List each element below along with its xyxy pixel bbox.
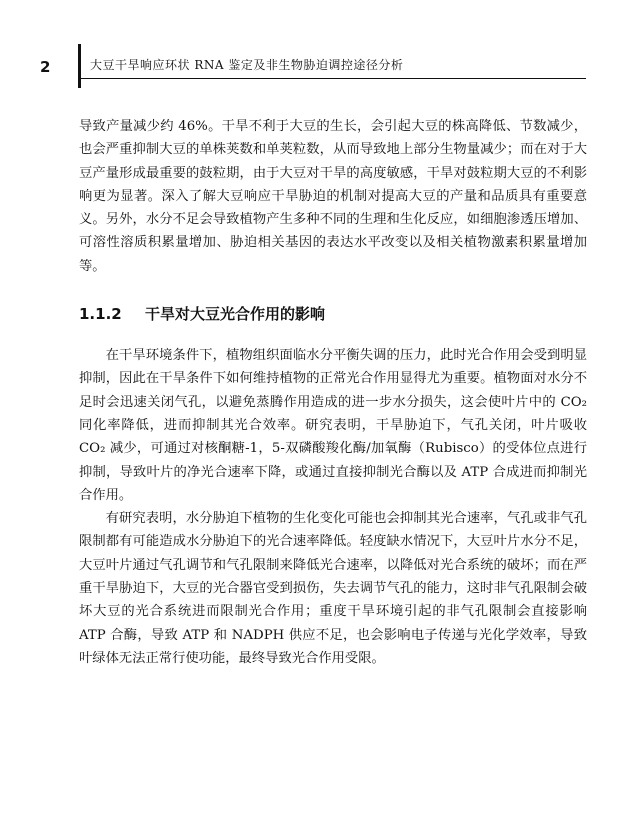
paragraph-continued: 导致产量减少约 46%。干旱不利于大豆的生长，会引起大豆的株高降低、节数减少，也会严重抑制大豆的单株荚数和单荚粒数，从而导致地上部分生物量减少；而在对于大豆产量形成最重要的鼓粒期，由于大豆对干旱的高度敏感，干旱对鼓粒期大豆的不利影响更为显著。深入了解大豆响应干旱胁迫的机制对提高大豆的产量和品质具有重要意义。另外，水分不足会导致植物产生多种不同的生理和生化反应，如细胞渗透压增加、可溶性溶质积累量增加、胁迫相关基因的表达水平改变以及相关植物激素积累量增加等。 [79, 119, 587, 274]
page-number: 2 [40, 58, 51, 76]
paragraph: 有研究表明，水分胁迫下植物的生化变化可能也会抑制其光合速率，气孔或非气孔限制都有可能造成水分胁迫下的光合速率降低。轻度缺水情况下，大豆叶片水分不足，大豆叶片通过气孔调节和气孔限制来降低光合速率，以降低对光合系统的破坏；而在严重干旱胁迫下，大豆的光合器官受到损伤，失去调节气孔的能力，这时非气孔限制会破坏大豆的光合系统进而限制光合作用；重度干旱环境引起的非气孔限制会直接影响 ATP 合酶，导致 ATP 和 NADPH 供应不足，也会影响电子传递与光化学效率，导致叶绿体无法正常行使功能，最终导致光合作用受限。 [79, 511, 587, 666]
section-number: 1.1.2 [79, 305, 122, 324]
header-rule [78, 78, 586, 79]
page-body [79, 115, 587, 670]
section-heading [79, 303, 587, 324]
header-vertical-bar [78, 44, 81, 88]
running-title: 大豆干旱响应环状 RNA 鉴定及非生物胁迫调控途径分析 [90, 58, 404, 72]
paragraph: 在干旱环境条件下，植物组织面临水分平衡失调的压力，此时光合作用会受到明显抑制，因此在干旱条件下如何维持植物的正常光合作用显得尤为重要。植物面对水分不足时会迅速关闭气孔，以避免蒸腾作用造成的进一步水分损失，这会使叶片中的 CO₂ 同化率降低，进而抑制其光合效率。研究表明，干旱胁迫下，气孔关闭，叶片吸收 CO₂ 减少，可通过对核酮糖-1，5-双磷酸羧化酶/加氧酶（Rubisco）的受体位点进行抑制，导致叶片的净光合速率下降，或通过直接抑制光合酶以及 ATP 合成进而抑制光合作用。 [79, 348, 587, 503]
section-title: 干旱对大豆光合作用的影响 [144, 305, 325, 324]
